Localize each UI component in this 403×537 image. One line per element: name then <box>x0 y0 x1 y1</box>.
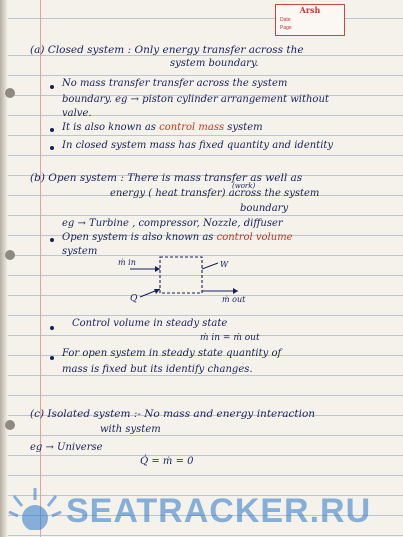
bullet <box>50 356 54 360</box>
binding-hole <box>5 250 15 260</box>
highlight-control-mass: control mass <box>159 122 225 133</box>
isolated-equation: Q̇ = ṁ = 0 <box>140 456 194 467</box>
binding-hole <box>5 420 15 430</box>
section-a-heading-cont: system boundary. <box>170 58 259 69</box>
binding-hole <box>5 88 15 98</box>
watermark <box>0 478 403 537</box>
m-out-label: ṁ out <box>222 295 246 304</box>
section-c-heading-cont: with system <box>100 424 161 435</box>
bullet <box>50 128 54 132</box>
w-label: W <box>220 260 229 269</box>
text-line: system <box>62 246 98 257</box>
text-line: Control volume in steady state <box>72 318 228 329</box>
bullet <box>50 326 54 330</box>
page-label: Page <box>280 25 292 31</box>
section-b-heading-cont: boundary <box>240 203 289 214</box>
text-line: In closed system mass has fixed quantity and identity <box>62 140 334 151</box>
q-label: Q <box>130 294 138 304</box>
brand-logo: Arsh <box>299 5 321 15</box>
bullet <box>50 146 54 150</box>
text-line: valve. <box>62 108 92 119</box>
section-b-heading: (b) Open system : There is mass transfer as well as <box>30 172 303 184</box>
watermark-text: SEATRACKER.RU <box>66 492 372 530</box>
m-in-label: ṁ in <box>118 258 136 267</box>
section-b-heading-cont: energy ( heat transfer) across the system <box>110 188 320 199</box>
highlight-control-volume: control volume <box>216 232 293 243</box>
open-system-diagram <box>110 255 260 310</box>
arrow-head <box>233 288 238 294</box>
text-line: Open system is also known as control volume <box>62 232 293 243</box>
arrow-head <box>155 266 160 272</box>
page-spine <box>0 0 8 537</box>
text-line: eg → Universe <box>30 442 103 453</box>
text-line: For open system in steady state quantity of <box>62 348 282 359</box>
control-volume-box <box>160 257 202 293</box>
work-note: (work) <box>232 182 256 190</box>
work-arrow <box>202 263 218 269</box>
text-line: No mass transfer transfer across the system <box>62 78 288 89</box>
margin-line <box>40 0 41 537</box>
bullet <box>50 238 54 242</box>
bullet <box>50 85 54 89</box>
text-line: It is also known as control mass system <box>62 122 263 133</box>
date-label: Date <box>280 17 291 23</box>
text-line: boundary. eg → piston cylinder arrangement without <box>62 94 329 105</box>
sun-logo-icon <box>8 484 62 530</box>
section-c-heading: (c) Isolated system :- No mass and energy interaction <box>30 408 316 420</box>
text-line: eg → Turbine , compressor, Nozzle, diffuser <box>62 218 283 229</box>
section-a-heading: (a) Closed system : Only energy transfer across the <box>30 44 304 56</box>
page-header-box <box>275 4 345 36</box>
steady-state-equation: ṁ in = ṁ out <box>200 333 260 343</box>
text-line: mass is fixed but its identify changes. <box>62 364 253 375</box>
